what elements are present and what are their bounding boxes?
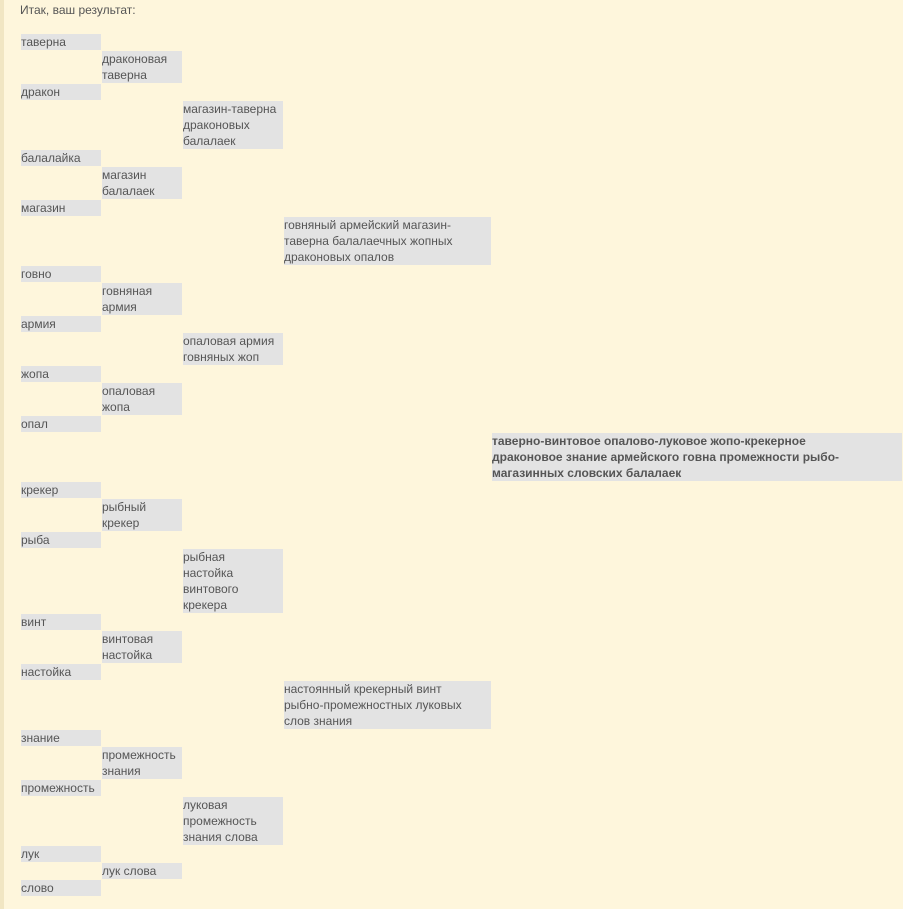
word-magazin: магазин [21, 200, 101, 216]
word-opal: опал [21, 416, 101, 432]
phrase-opalovaya-armia: опаловая армия говняных жоп [183, 333, 283, 365]
word-balalaika: балалайка [21, 150, 101, 166]
word-zhopa: жопа [21, 366, 101, 382]
phrase-promezhnost-znania: промежность знания [102, 747, 182, 779]
phrase-rybnaya-nastoika: рыбная настойка винтового крекера [183, 549, 283, 613]
phrase-luk-slova: лук слова [102, 863, 182, 879]
phrase-magazin-balalaek: магазин балалаек [102, 167, 182, 199]
word-govno: говно [21, 266, 101, 282]
phrase-govnyanaya-armia: говняная армия [102, 283, 182, 315]
phrase-lukovaya-promezhnost: луковая промежность знания слова [183, 797, 283, 845]
phrase-rybny-kreker: рыбный крекер [102, 499, 182, 531]
final-result: таверно-винтовое опалово-луковое жопо-крекерное драконовое знание армейского говна промежности рыбо- магазинных словских балалаек [492, 433, 902, 481]
word-slovo: слово [21, 880, 101, 896]
phrase-vintovaya-nastoika: винтовая настойка [102, 631, 182, 663]
word-promezhnost: промежность [21, 780, 101, 796]
word-taverna: таверна [21, 34, 101, 50]
word-luk: лук [21, 846, 101, 862]
phrase-nastoyanny-kreker: настоянный крекерный винт рыбно-промежностных луковых слов знания [284, 681, 491, 729]
word-drakon: дракон [21, 84, 101, 100]
word-vint: винт [21, 614, 101, 630]
phrase-govnyany-magazin: говняный армейский магазин- таверна балалаечных жопных драконовых опалов [284, 217, 491, 265]
page-heading: Итак, ваш результат: [20, 3, 136, 17]
phrase-opalovaya-zhopa: опаловая жопа [102, 383, 182, 415]
word-nastoika: настойка [21, 664, 101, 680]
word-kreker: крекер [21, 482, 101, 498]
word-armia: армия [21, 316, 101, 332]
phrase-drakonovaya-taverna: драконовая таверна [102, 51, 182, 83]
word-znanie: знание [21, 730, 101, 746]
phrase-magazin-taverna: магазин-таверна драконовых балалаек [183, 101, 283, 149]
word-ryba: рыба [21, 532, 101, 548]
